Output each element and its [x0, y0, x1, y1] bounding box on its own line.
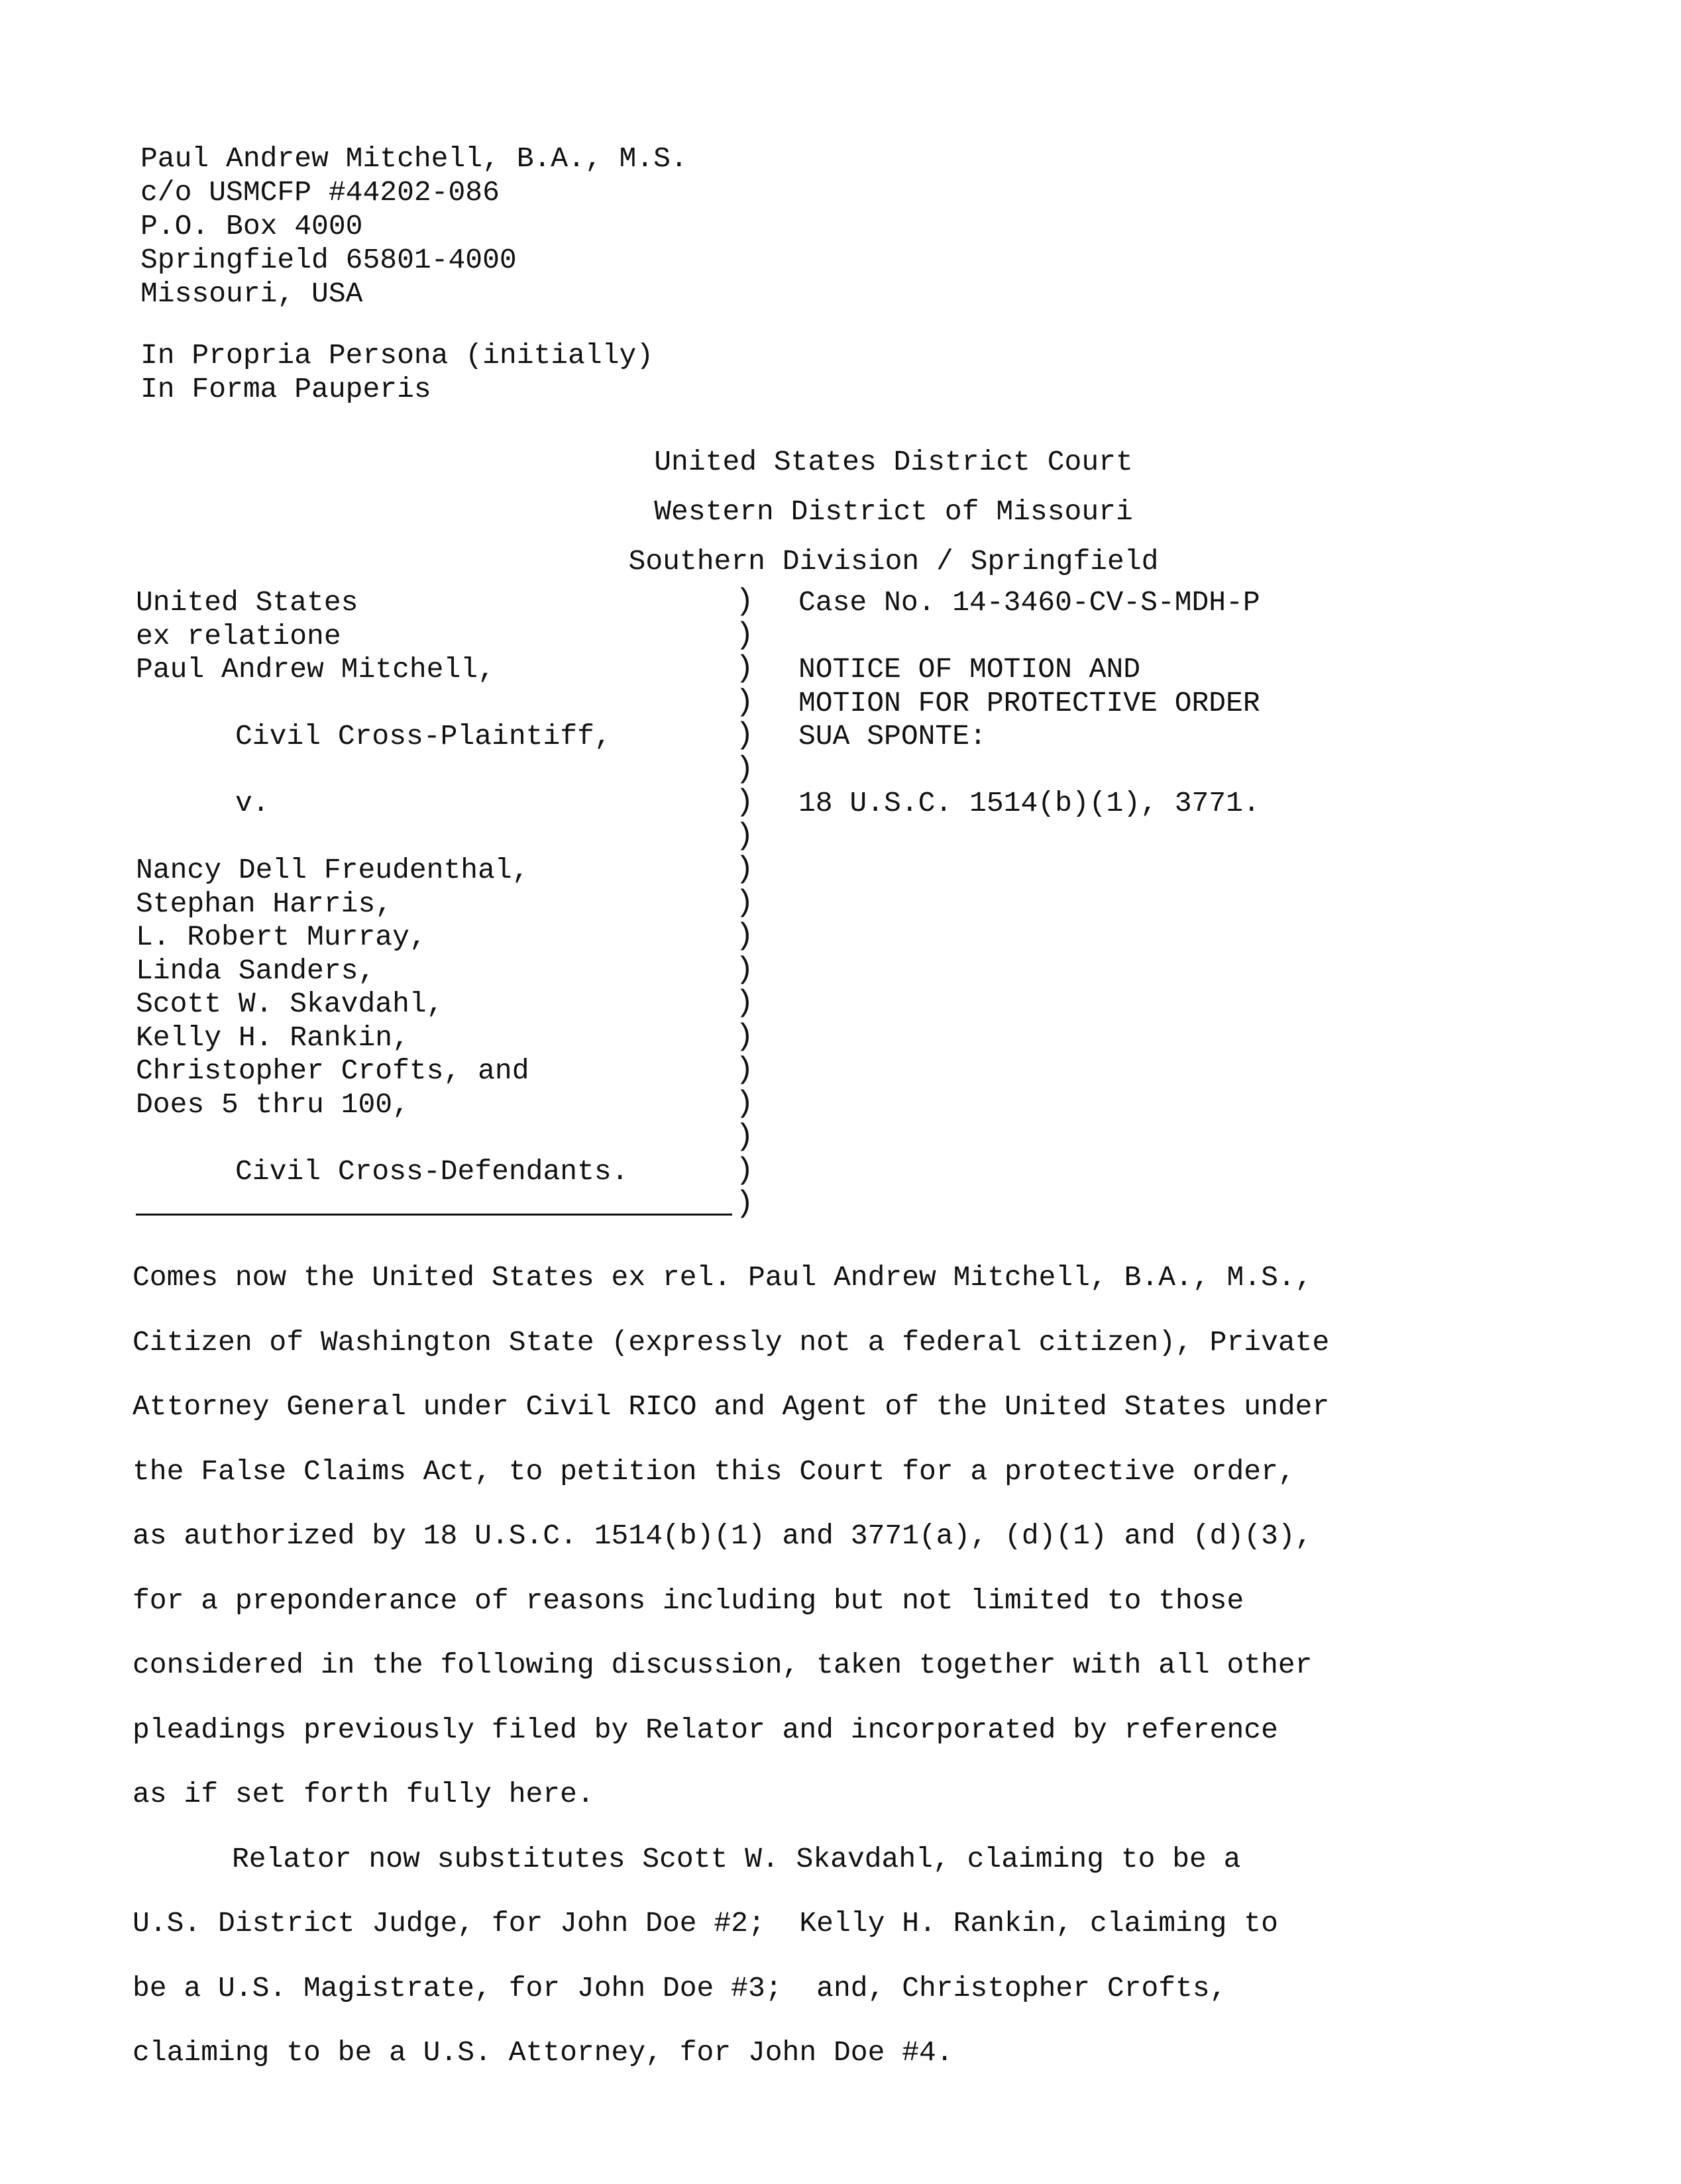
- caption-paren: ): [735, 651, 754, 686]
- filer-status-block: [140, 338, 653, 406]
- caption-paren: ): [735, 1053, 754, 1087]
- caption-party-line: Does 5 thru 100,: [136, 1088, 409, 1121]
- body-line: Attorney General under Civil RICO and Agent of the United States under: [133, 1390, 1330, 1423]
- caption-blank-line: [136, 1121, 629, 1155]
- case-number: Case No. 14-3460-CV-S-MDH-P: [798, 586, 1260, 619]
- body-line: as if set forth fully here.: [133, 1778, 594, 1810]
- caption-paren: ): [735, 1119, 754, 1154]
- caption-paren-divider: [735, 585, 754, 1221]
- motion-title: MOTION FOR PROTECTIVE ORDER: [798, 686, 1260, 719]
- caption-blank-line: [136, 1188, 629, 1222]
- body-line: considered in the following discussion, taken together with all other: [133, 1649, 1313, 1681]
- caption-party-line: United States: [136, 586, 358, 619]
- body-line: as authorized by 18 U.S.C. 1514(b)(1) and 3771(a), (d)(1) and (d)(3),: [133, 1520, 1313, 1552]
- filer-po-box: P.O. Box 4000: [140, 210, 363, 242]
- filer-state-country: Missouri, USA: [140, 278, 363, 310]
- caption-party-line: Kelly H. Rankin,: [136, 1021, 409, 1054]
- body-line: Relator now substitutes Scott W. Skavdahl, claiming to be a: [232, 1842, 1241, 1875]
- caption-party-line: Nancy Dell Freudenthal,: [136, 854, 529, 886]
- caption-paren: ): [735, 852, 754, 886]
- court-header: [0, 437, 1681, 586]
- caption-paren: ): [735, 584, 754, 619]
- caption-party-line: Scott W. Skavdahl,: [136, 988, 444, 1020]
- caption-title-block: [798, 586, 1260, 821]
- body-line: be a U.S. Magistrate, for John Doe #3; and, Christopher Crofts,: [133, 1971, 1227, 2004]
- body-line: Comes now the United States ex rel. Paul Andrew Mitchell, B.A., M.S.,: [133, 1261, 1313, 1294]
- caption-paren: ): [735, 818, 754, 853]
- caption-blank-line: [136, 821, 629, 855]
- filer-address-block: [140, 142, 688, 311]
- caption-party-line: Civil Cross-Defendants.: [235, 1155, 629, 1188]
- caption-paren: ): [735, 1153, 754, 1188]
- caption-paren: ): [735, 885, 754, 920]
- caption-paren: ): [735, 1186, 754, 1221]
- body-line: Citizen of Washington State (expressly not a federal citizen), Private: [133, 1326, 1330, 1359]
- court-name: United States District Court: [654, 446, 1133, 478]
- caption-paren: ): [735, 718, 754, 753]
- body-line: for a preponderance of reasons including but not limited to those: [133, 1584, 1244, 1617]
- caption-party-line: Christopher Crofts, and: [136, 1055, 529, 1087]
- caption-parties: [136, 586, 629, 1222]
- body-line: U.S. District Judge, for John Doe #2; Kelly H. Rankin, claiming to: [133, 1907, 1278, 1940]
- caption-paren: ): [735, 751, 754, 786]
- caption-paren: ): [735, 986, 754, 1020]
- caption-party-line: v.: [235, 787, 270, 819]
- pleading-body: [133, 1245, 1557, 2085]
- caption-paren: ): [735, 1019, 754, 1054]
- caption-paren: ): [735, 1086, 754, 1121]
- caption-blank-line: [136, 687, 629, 721]
- caption-party-line: Stephan Harris,: [136, 887, 393, 920]
- caption-party-line: Paul Andrew Mitchell,: [136, 653, 495, 686]
- filer-status-line: In Propria Persona (initially): [140, 339, 654, 372]
- caption-party-line: Linda Sanders,: [136, 954, 376, 987]
- caption-underline: [136, 1214, 732, 1216]
- caption-paren: ): [735, 617, 754, 652]
- body-line: claiming to be a U.S. Attorney, for John Doe #4.: [133, 2036, 953, 2069]
- caption-paren: ): [735, 952, 754, 987]
- body-paragraph: [133, 1245, 1557, 1827]
- motion-title: NOTICE OF MOTION AND: [798, 653, 1141, 686]
- court-division: Southern Division / Springfield: [628, 545, 1159, 578]
- caption-paren: ): [735, 684, 754, 719]
- filer-status-line: In Forma Pauperis: [140, 373, 431, 405]
- filer-care-of: c/o USMCFP #44202-086: [140, 176, 500, 209]
- filer-city-zip: Springfield 65801-4000: [140, 244, 517, 276]
- body-paragraph: [133, 1827, 1557, 2085]
- court-district: Western District of Missouri: [654, 495, 1133, 528]
- caption-blank-line: [798, 620, 1260, 654]
- body-line: the False Claims Act, to petition this Court for a protective order,: [133, 1455, 1295, 1488]
- filer-name: Paul Andrew Mitchell, B.A., M.S.: [140, 142, 688, 175]
- caption-party-line: L. Robert Murray,: [136, 921, 427, 953]
- caption-paren: ): [735, 785, 754, 819]
- statute-citation: 18 U.S.C. 1514(b)(1), 3771.: [798, 787, 1260, 819]
- caption-paren: ): [735, 919, 754, 953]
- motion-title: SUA SPONTE:: [798, 720, 987, 753]
- caption-blank-line: [798, 754, 1260, 788]
- caption-party-line: Civil Cross-Plaintiff,: [235, 720, 612, 753]
- caption-blank-line: [136, 754, 629, 788]
- caption-party-line: ex relatione: [136, 619, 341, 652]
- body-line: pleadings previously filed by Relator and incorporated by reference: [133, 1713, 1278, 1746]
